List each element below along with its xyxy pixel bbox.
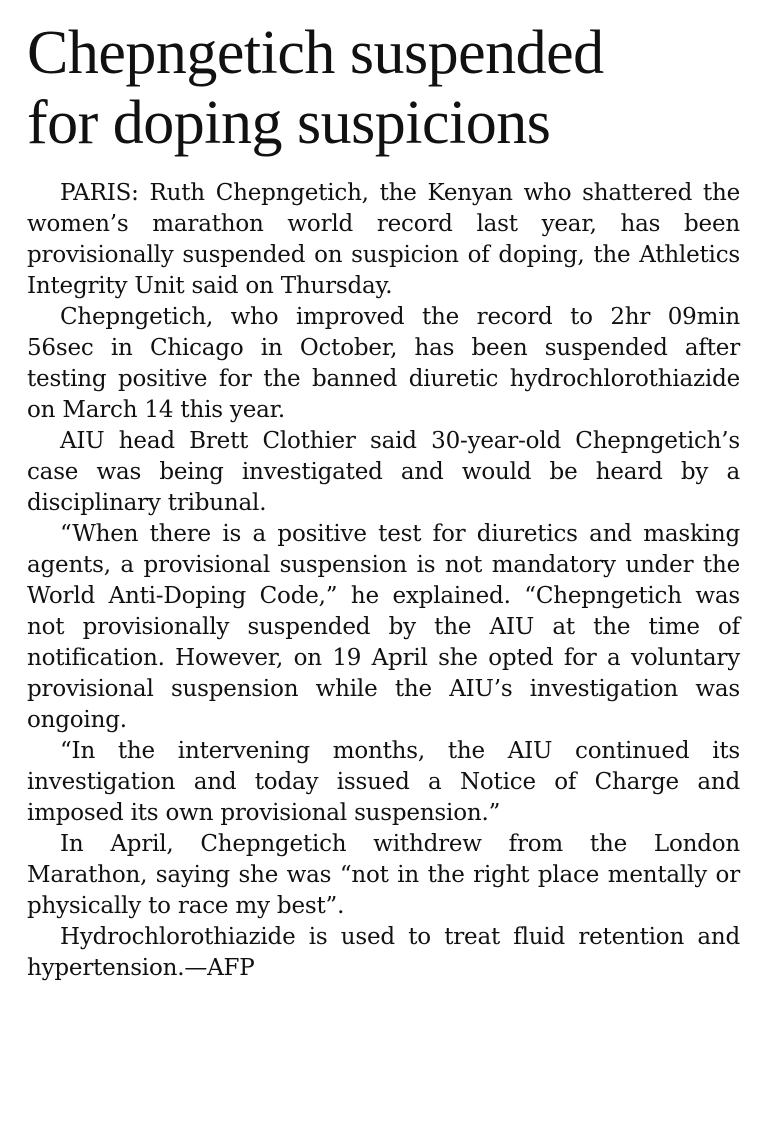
paragraph-2: Chepngetich, who improved the record to 2hr 09min 56sec in Chicago in October, has been suspended after testing positive for the banned diuretic hydrochlorothiazide on March 14 this year.: [27, 304, 740, 423]
paragraph-4: “When there is a positive test for diuretics and masking agents, a provisional suspension is not mandatory under the World Anti-Doping Code,” he explained. “Chepngetich was not provisionally suspended by the AIU at the time of notification. However, on 19 April she opted for a voluntary provisional suspension while the AIU’s investigation was ongoing.: [27, 521, 740, 733]
headline-line-1: Chepngetich suspended: [27, 19, 604, 87]
paragraph-5: “In the intervening months, the AIU continued its investigation and today issued a Notice of Charge and imposed its own provisional suspension.”: [27, 738, 740, 826]
news-article: [27, 18, 740, 984]
headline-line-2: for doping suspicions: [27, 89, 551, 157]
paragraph-3: AIU head Brett Clothier said 30-year-old Chepngetich’s case was being investigated and would be heard by a disciplinary tribunal.: [27, 428, 740, 516]
paragraph-7: Hydrochlorothiazide is used to treat fluid retention and hypertension.—AFP: [27, 924, 740, 981]
paragraph-6: In April, Chepngetich withdrew from the London Marathon, saying she was “not in the right place mentally or physically to race my best”.: [27, 831, 740, 919]
article-headline: [27, 18, 740, 158]
paragraph-1: PARIS: Ruth Chepngetich, the Kenyan who shattered the women’s marathon world record last year, has been provisionally suspended on suspicion of doping, the Athletics Integrity Unit said on Thursday.: [27, 180, 740, 299]
article-body: [27, 178, 740, 984]
